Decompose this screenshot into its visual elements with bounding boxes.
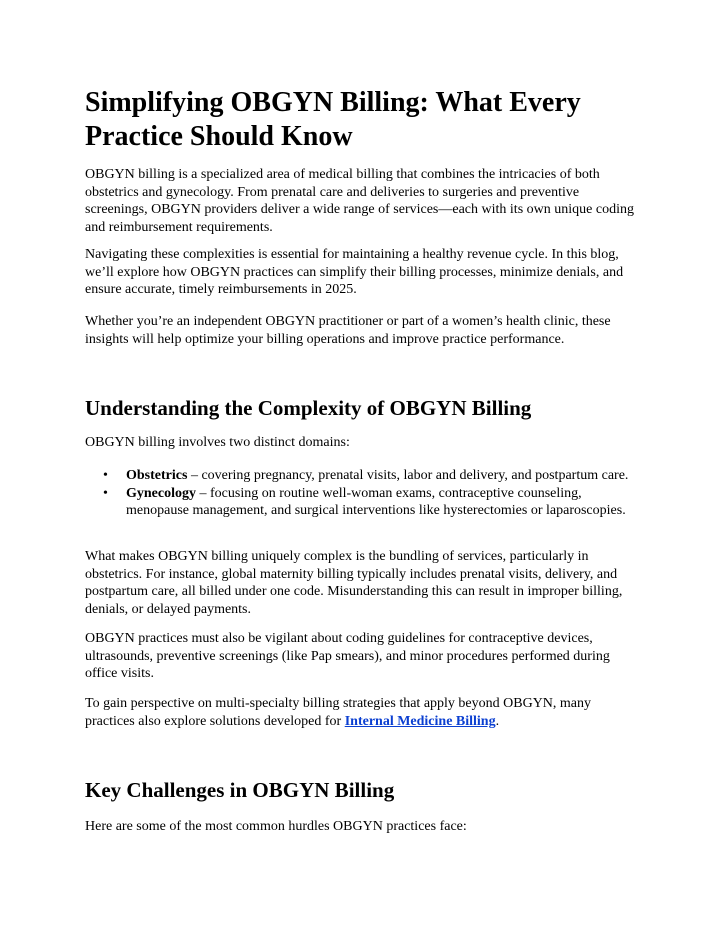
intro-paragraph-1: OBGYN billing is a specialized area of medical billing that combines the intricacies of both obstetrics and gynecology. From prenatal care and deliveries to surgeries and preventive screenings, OBGYN providers deliver a wide range of services—each with its own unique coding and reimbursement requirements. [85, 167, 634, 235]
term-gynecology: Gynecology [126, 485, 196, 501]
section-heading-challenges: Key Challenges in OBGYN Billing [85, 778, 395, 802]
intro-paragraph-2: Navigating these complexities is essential for maintaining a healthy revenue cycle. In this blog, we’ll explore how OBGYN practices can simplify their billing processes, minimize denials, and ensure accurate, timely reimbursements in 2025. [85, 247, 624, 297]
perspective-paragraph [85, 695, 637, 730]
section2-lead: Here are some of the most common hurdles OBGYN practices face: [85, 819, 467, 834]
list-item-obstetrics [85, 467, 640, 485]
vigilant-paragraph: OBGYN practices must also be vigilant about coding guidelines for contraceptive devices, ultrasounds, preventive screenings (like Pap smears), and minor procedures performed during office visits. [85, 631, 610, 681]
perspective-period: . [495, 713, 500, 729]
list-item-gynecology [85, 485, 640, 520]
desc-gynecology: – focusing on routine well-woman exams, contraceptive counseling, menopause management, and surgical interventions like hysterectomies or laparoscopies. [126, 485, 626, 518]
bullet-icon: • [103, 468, 108, 483]
bullet-icon: • [103, 485, 108, 501]
page-title: Simplifying OBGYN Billing: What Every Practice Should Know [85, 87, 581, 152]
term-obstetrics: Obstetrics [126, 468, 188, 483]
internal-medicine-billing-link[interactable]: Internal Medicine Billing [344, 713, 496, 729]
intro-paragraph-3: Whether you’re an independent OBGYN practitioner or part of a women’s health clinic, these insights will help optimize your billing operations and improve practice performance. [85, 314, 611, 347]
section-heading-complexity: Understanding the Complexity of OBGYN Billing [85, 396, 532, 420]
bundling-paragraph: What makes OBGYN billing uniquely complex is the bundling of services, particularly in obstetrics. For instance, global maternity billing typically includes prenatal visits, delivery, and postpartum care, all billed under one code. Misunderstanding this can result in improper billing, denials, or delayed payments. [85, 549, 623, 617]
section1-lead: OBGYN billing involves two distinct domains: [85, 435, 350, 450]
desc-obstetrics: – covering pregnancy, prenatal visits, labor and delivery, and postpartum care. [187, 468, 629, 483]
perspective-text: To gain perspective on multi-specialty billing strategies that apply beyond OBGYN, many practices also explore solutions developed for [85, 696, 592, 729]
domains-list [85, 467, 640, 520]
